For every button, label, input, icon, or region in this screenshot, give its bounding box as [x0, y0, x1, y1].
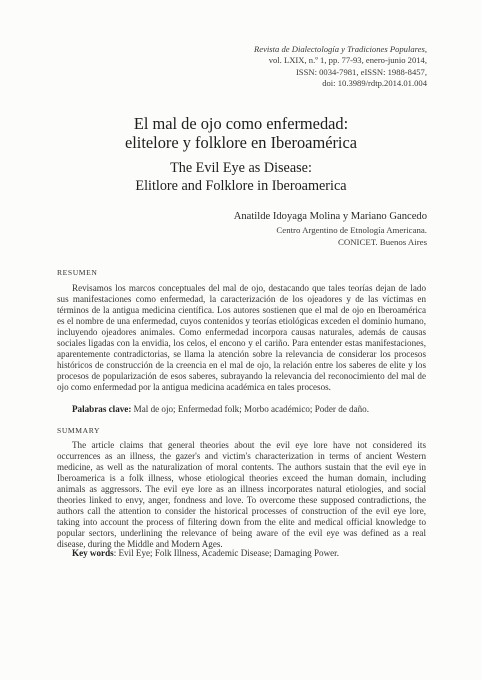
affiliation-line-1: Centro Argentino de Etnología Americana.	[276, 225, 427, 235]
journal-citation	[127, 44, 427, 89]
resumen-keywords-label: Palabras clave:	[72, 404, 132, 414]
affiliation-line-2: CONICET. Buenos Aires	[337, 237, 427, 247]
english-title	[0, 160, 482, 195]
resumen-heading: RESUMEN	[57, 268, 98, 277]
summary-keywords-label: Key words	[72, 548, 114, 558]
spanish-title-line-1: El mal de ojo como enfermedad:	[133, 114, 349, 133]
journal-issn: ISSN: 0034-7981, eISSN: 1988-8457,	[295, 66, 427, 77]
summary-heading: SUMMARY	[57, 426, 101, 435]
author-affiliation	[107, 224, 427, 248]
summary-text: The article claims that general theories about the evil eye lore have not considered its occurrences as an illness, the gazer's and victim's characterization in terms of ancient Western medicine, as well as the naturalization of moral contents. The authors sustain that the evil eye in Iberoamerica is a folk illness, whose etiological theories exceed the human domain, including animals as aggressors. The evil eye lore as an illness incorporates natural etiologies, and social theories linked to envy, anger, fondness and love. To overcome these supposed contradictions, the authors call the attention to consider the historical processes of construction of the evil eye lore, taking into account the process of filtering down from the elite and medical official knowledge to popular sectors, underlining the relevance of being aware of the evil eye was defined as a real disease, during the Middle and Modern Ages.	[57, 440, 426, 550]
author-names: Anatilde Idoyaga Molina y Mariano Gancedo	[233, 211, 427, 222]
journal-doi: doi: 10.3989/rdtp.2014.01.004	[322, 77, 427, 88]
spanish-title-line-2: elitelore y folklore en Iberoamérica	[124, 133, 358, 152]
summary-keywords-text: : Evil Eye; Folk Illness, Academic Disease; Damaging Power.	[113, 548, 339, 558]
spanish-title	[0, 114, 482, 152]
english-title-line-2: Elitlore and Folklore in Iberoamerica	[135, 177, 347, 194]
english-title-line-1: The Evil Eye as Disease:	[170, 160, 312, 176]
resumen-keywords	[57, 404, 426, 415]
resumen-keywords-text: Mal de ojo; Enfermedad folk; Morbo académico; Poder de daño.	[133, 404, 369, 414]
summary-keywords	[57, 548, 426, 559]
resumen-text: Revisamos los marcos conceptuales del mal de ojo, destacando que tales teorías dejan de lado sus manifestaciones como enfermedad, la caracterización de los ojeadores y de las víctimas en términos de la antigua medicina científica. Los autores sostienen que el mal de ojo en Iberoamérica es el nombre de una enfermedad, cuyos contenidos y teorías etiológicas exceden el dominio humano, incluyendo ojeadores animales. Como enfermedad incorpora causas naturales, además de causas sociales ligadas con la envidia, los celos, el encono y el cariño. Para entender estas manifestaciones, aparentemente contradictorias, se llama la atención sobre la relevancia de considerar los procesos históricos de construcción de la creencia en el mal de ojo, la relación entre los saberes de elite y los procesos de popularización de esos saberes, subrayando la relevancia del reconocimiento del mal de ojo como enfermedad por la antigua medicina académica en tales procesos.	[57, 283, 426, 393]
journal-name: Revista de Dialectología y Tradiciones Populares,	[254, 44, 427, 54]
journal-volume: vol. LXIX, n.º 1, pp. 77-93, enero-junio 2014,	[268, 55, 427, 66]
